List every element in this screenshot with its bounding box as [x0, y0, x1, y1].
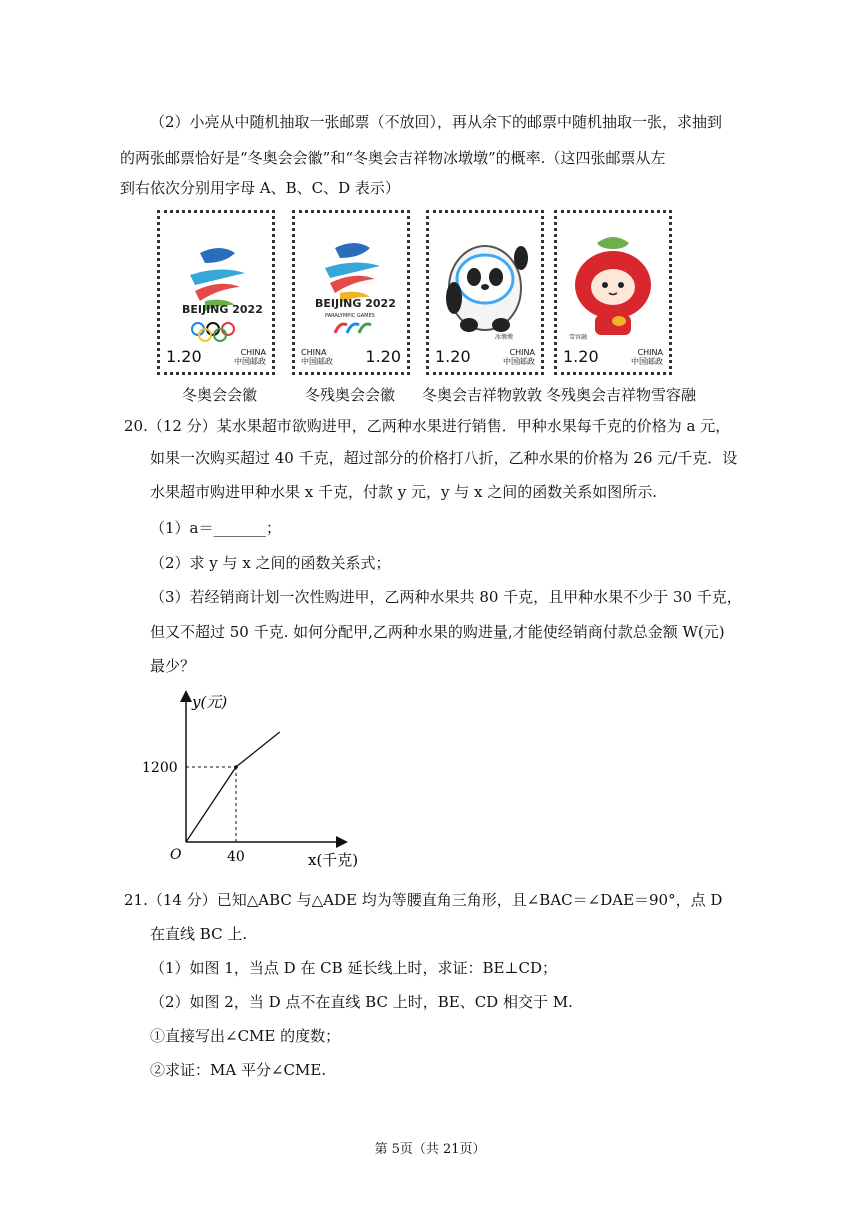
stamp-a [157, 210, 275, 375]
origin-label: O [170, 847, 182, 863]
stamp-country: CHINA 中国邮政 [234, 348, 266, 366]
q20-line1: 20.（12 分）某水果超市欲购进甲，乙两种水果进行销售．甲种水果每千克的价格为 a 元， [124, 417, 731, 435]
q21-part2-item1: ①直接写出∠CME 的度数； [150, 1027, 341, 1045]
function-graph [140, 685, 400, 870]
q20-part3-line2: 但又不超过 50 千克. 如何分配甲,乙两种水果的购进量,才能使经销商付款总金额 W(元) [150, 623, 725, 641]
x-axis-label: x(千克) [308, 851, 359, 869]
stamp-c [426, 210, 544, 375]
stamp-caption-b: 冬残奥会会徽 [305, 386, 396, 404]
q21-line2: 在直线 BC 上. [150, 925, 248, 943]
q20-part3-line3: 最少？ [150, 657, 196, 675]
stamp-b [292, 210, 410, 375]
function-line [186, 732, 280, 842]
breakpoint [234, 765, 238, 769]
x-tick-label: 40 [227, 849, 245, 865]
y-axis-label: y(元) [192, 693, 228, 711]
stamp-country: CHINA 中国邮政 [631, 348, 663, 366]
stamp-caption-c: 冬奥会吉祥物敦敦 [422, 386, 543, 404]
emblem-text: BEIJING 2022 [315, 297, 396, 310]
q21-part2-item2: ②求证：MA 平分∠CME. [150, 1061, 327, 1079]
q19-part2-line1: （2）小亮从中随机抽取一张邮票（不放回），再从余下的邮票中随机抽取一张，求抽到 [150, 113, 723, 131]
y-tick-label: 1200 [142, 760, 178, 776]
stamp-caption-d: 冬残奥会吉祥物雪容融 [546, 386, 697, 404]
q20-part3-line1: （3）若经销商计划一次性购进甲，乙两种水果共 80 千克，且甲种水果不少于 30 千克， [150, 588, 742, 606]
q20-line2: 如果一次购买超过 40 千克，超过部分的价格打八折，乙种水果的价格为 26 元/千克．设 [150, 449, 738, 467]
emblem-text: BEIJING 2022 [182, 303, 263, 316]
stamp-value: 1.20 [435, 347, 471, 366]
q21-line1: 21.（14 分）已知△ABC 与△ADE 均为等腰直角三角形，且∠BAC＝∠DAE＝90°，点 D [124, 891, 723, 909]
stamp-value: 1.20 [365, 347, 401, 366]
mascot-label: 冰墩墩 [495, 334, 514, 341]
stamp-value: 1.20 [563, 347, 599, 366]
q19-part2-line3: 到右依次分别用字母 A、B、C、D 表示） [120, 179, 400, 197]
page-footer: 第 5页（共 21页） [374, 1142, 486, 1157]
stamp-d [554, 210, 672, 375]
stamp-value: 1.20 [166, 347, 202, 366]
q20-line3: 水果超市购进甲种水果 x 千克，付款 y 元，y 与 x 之间的函数关系如图所示. [150, 483, 658, 501]
q19-part2-line2: 的两张邮票恰好是“冬奥会会徽”和“冬奥会吉祥物冰墩墩”的概率.（这四张邮票从左 [120, 149, 666, 167]
q20-part1: （1）a＝_______； [150, 519, 281, 537]
stamp-country: CHINA 中国邮政 [503, 348, 535, 366]
q21-part1: （1）如图 1，当点 D 在 CB 延长线上时，求证：BE⊥CD； [150, 959, 558, 977]
emblem-subtext: PARALYMPIC GAMES [325, 313, 375, 319]
mascot-label: 雪容融 [569, 334, 588, 341]
stamp-country: CHINA 中国邮政 [301, 348, 333, 366]
q21-part2: （2）如图 2，当 D 点不在直线 BC 上时，BE、CD 相交于 M. [150, 993, 573, 1011]
q20-part2: （2）求 y 与 x 之间的函数关系式； [150, 554, 391, 572]
stamp-caption-a: 冬奥会会徽 [182, 386, 258, 404]
